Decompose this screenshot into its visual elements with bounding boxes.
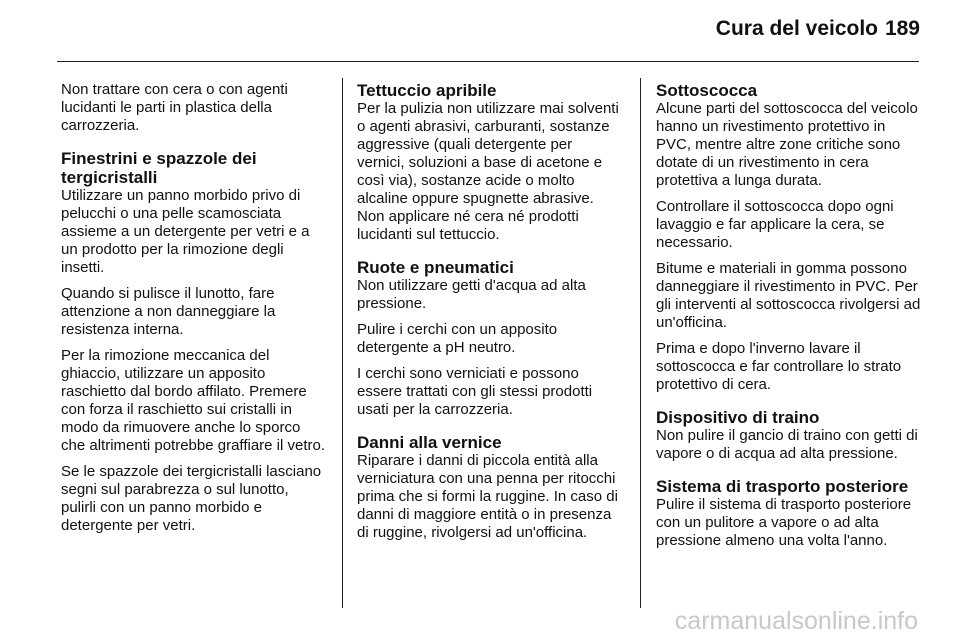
paragraph: I cerchi sono verniciati e possono essere trattati con gli stessi prodotti usati per la carrozzeria. — [357, 365, 593, 418]
paragraph: Per la pulizia non utilizzare mai solventi o agenti abrasivi, carburanti, sostanze aggressive (quali detergente per vernici, soluzioni a base di acetone e così via), sostanze acide o molto alcaline oppure spugnette abrasive. Non applicare né cera né prodotti lucidanti sul tettuccio. — [357, 100, 619, 243]
paragraph: Bitume e materiali in gomma possono danneggiare il rivestimento in PVC. Per gli interventi al sottoscocca rivolgersi ad un'officina. — [656, 260, 921, 331]
column-divider-2 — [640, 78, 641, 608]
section-heading-rear-carrier: Sistema di trasporto posteriore — [656, 477, 909, 496]
section-heading-wheels: Ruote e pneumatici — [357, 258, 514, 277]
paragraph: Riparare i danni di piccola entità alla verniciatura con una penna per ritocchi prima che si formi la ruggine. In caso di danni di maggiore entità o in presenza di ruggine, rivolgersi ad un'officina. — [357, 452, 618, 541]
paragraph: Alcune parti del sottoscocca del veicolo hanno un rivestimento protettivo in PVC, mentre altre zone critiche sono dotate di un rivestimento in cera protettiva a lunga durata. — [656, 100, 918, 189]
paragraph: Se le spazzole dei tergicristalli lasciano segni sul parabrezza o sul lunotto, pulirli con un panno morbido e detergente per vetri. — [61, 463, 322, 534]
paragraph: Non pulire il gancio di traino con getti di vapore o di acqua ad alta pressione. — [656, 427, 918, 462]
section-heading-windows: Finestrini e spazzole dei tergicristalli — [61, 149, 257, 187]
column-divider-1 — [342, 78, 343, 608]
paragraph: Per la rimozione meccanica del ghiaccio, utilizzare un apposito raschietto dal bordo affilato. Premere con forza il raschietto sui cristalli in modo da rimuovere anche lo sporco che altrimenti potrebbe graffiare il vetro. — [61, 347, 326, 454]
paragraph: Utilizzare un panno morbido privo di pelucchi o una pelle scamosciata assieme a un detergente per vetri e a un prodotto per la rimozione degli insetti. — [61, 187, 310, 276]
paragraph: Non utilizzare getti d'acqua ad alta pressione. — [357, 277, 586, 312]
watermark: carmanualsonline.info — [674, 607, 918, 635]
page-header — [0, 0, 960, 62]
paragraph: Controllare il sottoscocca dopo ogni lavaggio e far applicare la cera, se necessario. — [656, 198, 894, 251]
section-heading-underbody: Sottoscocca — [656, 81, 758, 100]
page-title: Cura del veicolo — [715, 17, 878, 40]
column-3 — [656, 81, 922, 558]
intro-paragraph: Non trattare con cera o con agenti lucidanti le parti in plastica della carrozzeria. — [61, 81, 288, 134]
section-heading-towing: Dispositivo di traino — [656, 408, 820, 427]
column-1 — [61, 81, 326, 543]
paragraph: Pulire i cerchi con un apposito detergente a pH neutro. — [357, 321, 558, 356]
paragraph: Quando si pulisce il lunotto, fare attenzione a non danneggiare la resistenza interna. — [61, 285, 276, 338]
section-heading-sunroof: Tettuccio apribile — [357, 81, 497, 100]
column-2 — [357, 81, 619, 550]
page-number: 189 — [884, 17, 920, 40]
header-divider — [57, 61, 919, 62]
paragraph: Pulire il sistema di trasporto posteriore con un pulitore a vapore o ad alta pressione almeno una volta l'anno. — [656, 496, 912, 549]
paragraph: Prima e dopo l'inverno lavare il sottoscocca e far controllare lo strato protettivo di cera. — [656, 340, 902, 393]
section-heading-paint-damage: Danni alla vernice — [357, 433, 502, 452]
